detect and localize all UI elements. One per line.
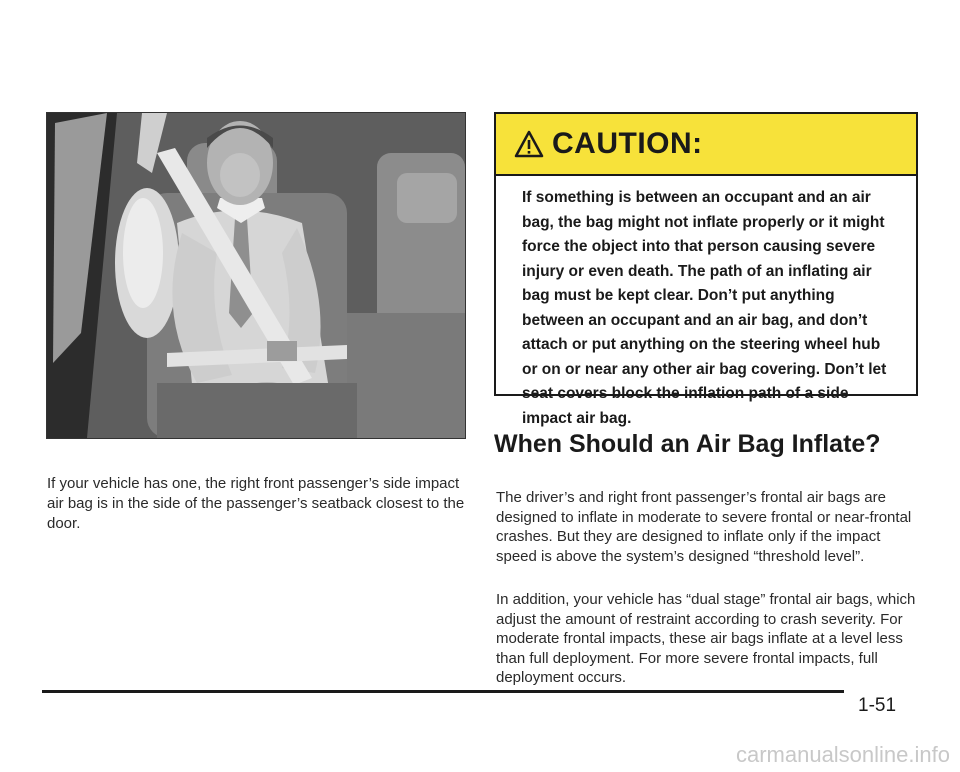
caution-body: If something is between an occupant and an air bag, the bag might not inflate properly or it might force the object into that person causing severe injury or even death. The path of an inflating air bag must be kept clear. Don’t put anything between an occupant and an air bag, and don’t attach or put anything on the steering wheel hub or on or near any other air bag covering. Don’t let seat covers block the inflation path of a side impact air bag. [522, 189, 887, 427]
side-airbag-photo [46, 112, 466, 439]
section-heading: When Should an Air Bag Inflate? [494, 430, 881, 458]
footer-rule [42, 690, 844, 693]
caution-title: CAUTION: [552, 127, 703, 160]
warning-triangle-icon [514, 129, 544, 159]
side-airbag-illustration [47, 113, 465, 438]
caution-header [496, 114, 916, 176]
page-number: 1-51 [858, 695, 897, 716]
caution-box [494, 112, 918, 427]
watermark: carmanualsonline.info [735, 742, 950, 767]
section-paragraph-2: In addition, your vehicle has “dual stage” frontal air bags, which adjust the amount of restraint according to crash severity. For moderate frontal impacts, these air bags inflate at a level less than full deployment. For more severe frontal impacts, full deployment occurs. [496, 591, 916, 686]
section-paragraph-1: The driver’s and right front passenger’s frontal air bags are designed to inflate in moderate to severe frontal or near-frontal crashes. But they are designed to inflate only if the impact speed is above the system’s designed “threshold level”. [496, 489, 912, 565]
side-airbag-location-text: If your vehicle has one, the right front passenger’s side impact air bag is in the side of the passenger’s seatback closest to the door. [47, 475, 465, 532]
